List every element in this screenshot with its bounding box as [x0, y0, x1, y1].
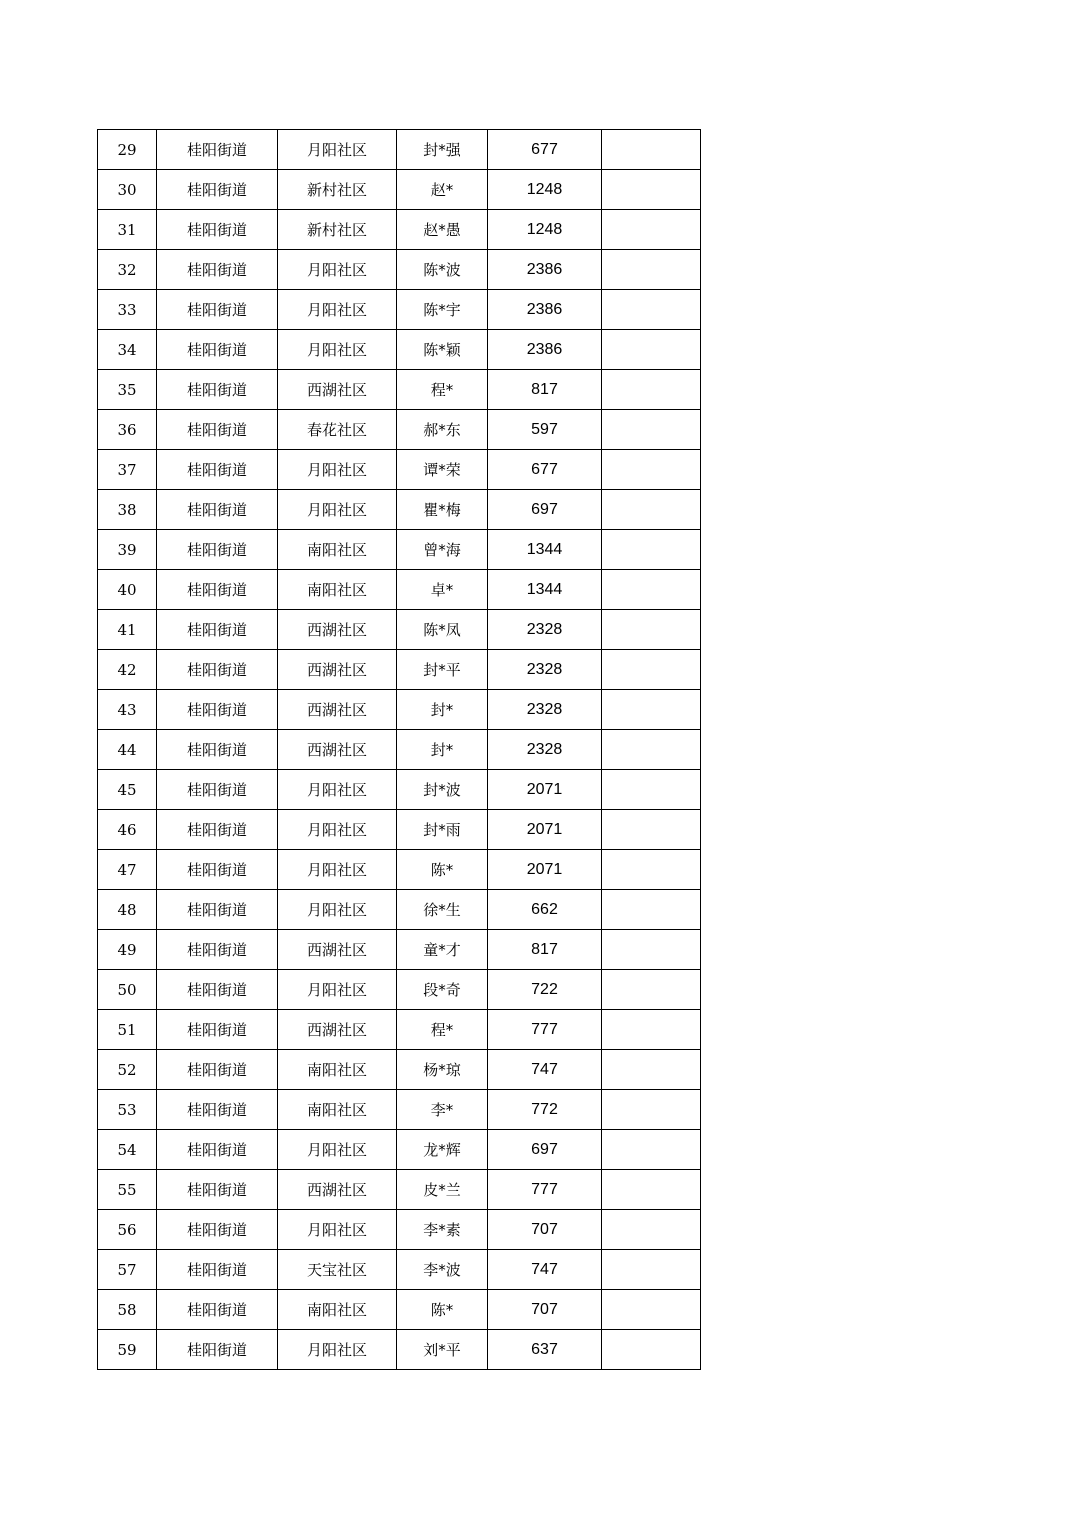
cell-community: 天宝社区: [278, 1250, 397, 1290]
table-row: [98, 210, 701, 250]
cell-community: 西湖社区: [278, 650, 397, 690]
cell-note: [602, 130, 701, 170]
cell-community: 西湖社区: [278, 1170, 397, 1210]
table-row: [98, 930, 701, 970]
cell-note: [602, 170, 701, 210]
cell-seq: 42: [98, 650, 157, 690]
cell-name: 李*: [397, 1090, 488, 1130]
cell-amount: 2328: [488, 730, 602, 770]
cell-name: 段*奇: [397, 970, 488, 1010]
cell-street: 桂阳街道: [157, 1290, 278, 1330]
cell-amount: 1248: [488, 210, 602, 250]
cell-amount: 707: [488, 1290, 602, 1330]
cell-seq: 39: [98, 530, 157, 570]
cell-amount: 2071: [488, 850, 602, 890]
cell-seq: 52: [98, 1050, 157, 1090]
cell-seq: 34: [98, 330, 157, 370]
cell-amount: 662: [488, 890, 602, 930]
table-row: [98, 890, 701, 930]
cell-note: [602, 410, 701, 450]
table-row: [98, 530, 701, 570]
cell-seq: 54: [98, 1130, 157, 1170]
cell-seq: 31: [98, 210, 157, 250]
cell-street: 桂阳街道: [157, 170, 278, 210]
cell-name: 龙*辉: [397, 1130, 488, 1170]
cell-note: [602, 1090, 701, 1130]
cell-seq: 47: [98, 850, 157, 890]
cell-name: 徐*生: [397, 890, 488, 930]
cell-street: 桂阳街道: [157, 890, 278, 930]
table-row: [98, 770, 701, 810]
cell-note: [602, 850, 701, 890]
cell-note: [602, 690, 701, 730]
cell-name: 瞿*梅: [397, 490, 488, 530]
cell-name: 封*雨: [397, 810, 488, 850]
cell-amount: 817: [488, 930, 602, 970]
table-row: [98, 170, 701, 210]
cell-name: 刘*平: [397, 1330, 488, 1370]
cell-note: [602, 1290, 701, 1330]
cell-seq: 32: [98, 250, 157, 290]
cell-community: 西湖社区: [278, 690, 397, 730]
cell-community: 南阳社区: [278, 1090, 397, 1130]
cell-street: 桂阳街道: [157, 770, 278, 810]
cell-amount: 747: [488, 1050, 602, 1090]
cell-community: 月阳社区: [278, 250, 397, 290]
table-row: [98, 970, 701, 1010]
table-row: [98, 730, 701, 770]
table-row: [98, 850, 701, 890]
cell-community: 西湖社区: [278, 370, 397, 410]
cell-note: [602, 1050, 701, 1090]
cell-community: 月阳社区: [278, 850, 397, 890]
table-row: [98, 1050, 701, 1090]
cell-amount: 2328: [488, 690, 602, 730]
cell-amount: 2328: [488, 650, 602, 690]
cell-note: [602, 1010, 701, 1050]
table-row: [98, 330, 701, 370]
cell-community: 春花社区: [278, 410, 397, 450]
cell-street: 桂阳街道: [157, 570, 278, 610]
table-row: [98, 370, 701, 410]
table-row: [98, 1170, 701, 1210]
cell-name: 陈*: [397, 850, 488, 890]
cell-street: 桂阳街道: [157, 690, 278, 730]
cell-name: 程*: [397, 1010, 488, 1050]
cell-street: 桂阳街道: [157, 1130, 278, 1170]
cell-name: 封*波: [397, 770, 488, 810]
table-row: [98, 450, 701, 490]
cell-street: 桂阳街道: [157, 450, 278, 490]
cell-note: [602, 1170, 701, 1210]
cell-note: [602, 970, 701, 1010]
cell-seq: 55: [98, 1170, 157, 1210]
cell-community: 月阳社区: [278, 1130, 397, 1170]
cell-amount: 637: [488, 1330, 602, 1370]
cell-community: 南阳社区: [278, 570, 397, 610]
cell-note: [602, 530, 701, 570]
cell-street: 桂阳街道: [157, 1050, 278, 1090]
cell-street: 桂阳街道: [157, 370, 278, 410]
cell-street: 桂阳街道: [157, 490, 278, 530]
cell-community: 月阳社区: [278, 890, 397, 930]
cell-amount: 677: [488, 130, 602, 170]
cell-community: 月阳社区: [278, 330, 397, 370]
table-row: [98, 290, 701, 330]
cell-amount: 747: [488, 1250, 602, 1290]
cell-amount: 2071: [488, 770, 602, 810]
cell-community: 月阳社区: [278, 810, 397, 850]
cell-street: 桂阳街道: [157, 650, 278, 690]
cell-note: [602, 330, 701, 370]
cell-amount: 722: [488, 970, 602, 1010]
table-row: [98, 250, 701, 290]
table-row: [98, 1330, 701, 1370]
cell-note: [602, 770, 701, 810]
cell-street: 桂阳街道: [157, 250, 278, 290]
cell-seq: 36: [98, 410, 157, 450]
cell-name: 陈*颖: [397, 330, 488, 370]
cell-seq: 57: [98, 1250, 157, 1290]
cell-amount: 707: [488, 1210, 602, 1250]
table-row: [98, 1290, 701, 1330]
table-row: [98, 810, 701, 850]
cell-community: 月阳社区: [278, 1210, 397, 1250]
cell-amount: 1248: [488, 170, 602, 210]
cell-name: 李*素: [397, 1210, 488, 1250]
cell-community: 新村社区: [278, 170, 397, 210]
records-table: [97, 129, 701, 1370]
cell-amount: 2386: [488, 290, 602, 330]
cell-seq: 33: [98, 290, 157, 330]
table-row: [98, 1130, 701, 1170]
cell-note: [602, 1250, 701, 1290]
cell-seq: 53: [98, 1090, 157, 1130]
cell-amount: 777: [488, 1010, 602, 1050]
cell-community: 月阳社区: [278, 770, 397, 810]
cell-community: 新村社区: [278, 210, 397, 250]
cell-note: [602, 370, 701, 410]
cell-street: 桂阳街道: [157, 810, 278, 850]
cell-name: 皮*兰: [397, 1170, 488, 1210]
cell-seq: 56: [98, 1210, 157, 1250]
table-row: [98, 410, 701, 450]
cell-name: 赵*愚: [397, 210, 488, 250]
cell-seq: 51: [98, 1010, 157, 1050]
table-row: [98, 1090, 701, 1130]
table-row: [98, 570, 701, 610]
cell-seq: 41: [98, 610, 157, 650]
cell-amount: 772: [488, 1090, 602, 1130]
cell-amount: 2071: [488, 810, 602, 850]
cell-name: 谭*荣: [397, 450, 488, 490]
cell-community: 月阳社区: [278, 1330, 397, 1370]
table-row: [98, 1250, 701, 1290]
cell-name: 卓*: [397, 570, 488, 610]
cell-seq: 43: [98, 690, 157, 730]
cell-note: [602, 1210, 701, 1250]
cell-name: 封*强: [397, 130, 488, 170]
cell-amount: 597: [488, 410, 602, 450]
cell-name: 杨*琼: [397, 1050, 488, 1090]
cell-note: [602, 890, 701, 930]
cell-street: 桂阳街道: [157, 1170, 278, 1210]
cell-street: 桂阳街道: [157, 130, 278, 170]
cell-seq: 37: [98, 450, 157, 490]
cell-note: [602, 250, 701, 290]
cell-community: 月阳社区: [278, 490, 397, 530]
table-row: [98, 650, 701, 690]
cell-name: 封*平: [397, 650, 488, 690]
cell-note: [602, 490, 701, 530]
cell-community: 南阳社区: [278, 1050, 397, 1090]
cell-seq: 46: [98, 810, 157, 850]
cell-seq: 49: [98, 930, 157, 970]
cell-note: [602, 730, 701, 770]
records-table-body: [98, 130, 701, 1370]
cell-street: 桂阳街道: [157, 1250, 278, 1290]
cell-community: 月阳社区: [278, 290, 397, 330]
cell-community: 西湖社区: [278, 610, 397, 650]
cell-street: 桂阳街道: [157, 330, 278, 370]
cell-note: [602, 930, 701, 970]
cell-seq: 35: [98, 370, 157, 410]
cell-amount: 697: [488, 1130, 602, 1170]
table-row: [98, 690, 701, 730]
cell-name: 李*波: [397, 1250, 488, 1290]
cell-name: 封*: [397, 730, 488, 770]
cell-community: 西湖社区: [278, 930, 397, 970]
cell-street: 桂阳街道: [157, 730, 278, 770]
cell-note: [602, 1330, 701, 1370]
cell-community: 月阳社区: [278, 450, 397, 490]
cell-name: 赵*: [397, 170, 488, 210]
table-row: [98, 130, 701, 170]
cell-amount: 1344: [488, 570, 602, 610]
table-row: [98, 1010, 701, 1050]
cell-community: 南阳社区: [278, 1290, 397, 1330]
cell-name: 郝*东: [397, 410, 488, 450]
cell-note: [602, 450, 701, 490]
cell-note: [602, 810, 701, 850]
cell-community: 西湖社区: [278, 1010, 397, 1050]
table-row: [98, 1210, 701, 1250]
cell-note: [602, 610, 701, 650]
cell-seq: 38: [98, 490, 157, 530]
cell-name: 陈*波: [397, 250, 488, 290]
cell-seq: 45: [98, 770, 157, 810]
cell-name: 程*: [397, 370, 488, 410]
cell-note: [602, 290, 701, 330]
cell-note: [602, 570, 701, 610]
cell-community: 西湖社区: [278, 730, 397, 770]
cell-seq: 44: [98, 730, 157, 770]
cell-name: 封*: [397, 690, 488, 730]
cell-street: 桂阳街道: [157, 410, 278, 450]
cell-amount: 817: [488, 370, 602, 410]
table-row: [98, 610, 701, 650]
cell-street: 桂阳街道: [157, 1330, 278, 1370]
cell-community: 月阳社区: [278, 970, 397, 1010]
cell-name: 曾*海: [397, 530, 488, 570]
cell-community: 月阳社区: [278, 130, 397, 170]
cell-community: 南阳社区: [278, 530, 397, 570]
cell-amount: 2328: [488, 610, 602, 650]
table-row: [98, 490, 701, 530]
cell-street: 桂阳街道: [157, 1090, 278, 1130]
cell-street: 桂阳街道: [157, 850, 278, 890]
cell-street: 桂阳街道: [157, 1210, 278, 1250]
cell-amount: 2386: [488, 250, 602, 290]
cell-seq: 58: [98, 1290, 157, 1330]
cell-amount: 677: [488, 450, 602, 490]
cell-amount: 777: [488, 1170, 602, 1210]
cell-name: 陈*: [397, 1290, 488, 1330]
cell-seq: 59: [98, 1330, 157, 1370]
cell-name: 童*才: [397, 930, 488, 970]
cell-note: [602, 1130, 701, 1170]
cell-amount: 2386: [488, 330, 602, 370]
cell-street: 桂阳街道: [157, 970, 278, 1010]
cell-street: 桂阳街道: [157, 530, 278, 570]
cell-street: 桂阳街道: [157, 610, 278, 650]
cell-name: 陈*宇: [397, 290, 488, 330]
cell-name: 陈*凤: [397, 610, 488, 650]
cell-street: 桂阳街道: [157, 930, 278, 970]
cell-amount: 1344: [488, 530, 602, 570]
cell-seq: 29: [98, 130, 157, 170]
cell-seq: 30: [98, 170, 157, 210]
cell-street: 桂阳街道: [157, 1010, 278, 1050]
cell-note: [602, 650, 701, 690]
cell-street: 桂阳街道: [157, 290, 278, 330]
cell-seq: 48: [98, 890, 157, 930]
cell-seq: 50: [98, 970, 157, 1010]
cell-amount: 697: [488, 490, 602, 530]
cell-note: [602, 210, 701, 250]
cell-seq: 40: [98, 570, 157, 610]
cell-street: 桂阳街道: [157, 210, 278, 250]
